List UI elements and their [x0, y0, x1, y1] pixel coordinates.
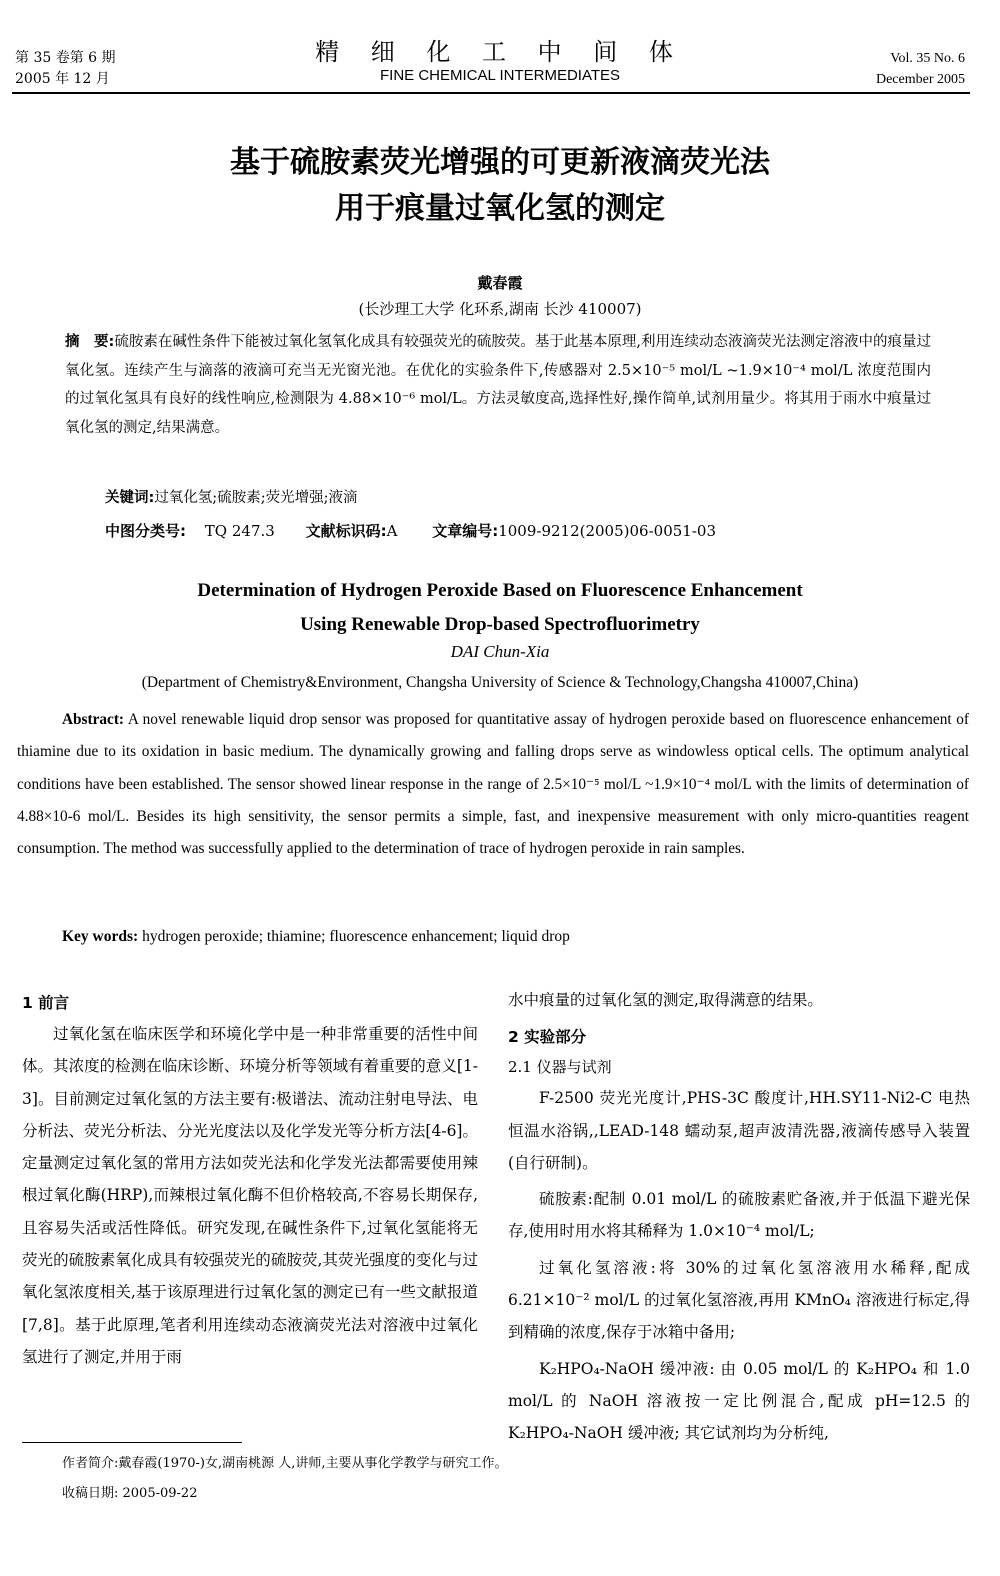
doc-code-label: 文献标识码:: [305, 522, 387, 540]
keywords-cn-text: 过氧化氢;硫胺素;荧光增强;液滴: [154, 490, 358, 506]
footnote-author-bio: 作者简介:戴春霞(1970-)女,湖南桃源 人,讲师,主要从事化学教学与研究工作。: [62, 1456, 508, 1471]
abstract-en: [17, 704, 969, 865]
keywords-en: [62, 928, 570, 946]
title-cn-line-2: 用于痕量过氧化氢的测定: [335, 191, 665, 226]
instruments-paragraph: F-2500 荧光光度计,PHS-3C 酸度计,HH.SY11-Ni2-C 电热恒温水浴锅,,LEAD-148 蠕动泵,超声波清洗器,液滴传感导入装置(自行研制)。: [508, 1089, 970, 1172]
hydrogen-peroxide-paragraph: 过氧化氢溶液:将 30%的过氧化氢溶液用水稀释,配成 6.21×10⁻² mol/L 的过氧化氢溶液,再用 KMnO₄ 溶液进行标定,得到精确的浓度,保存于冰箱中备用;: [508, 1258, 970, 1342]
header-date-en: December 2005: [875, 72, 965, 87]
paper-title-cn: [60, 140, 940, 232]
clc-value: TQ 247.3: [204, 522, 275, 540]
thiamine-paragraph: 硫胺素:配制 0.01 mol/L 的硫胺素贮备液,并于低温下避光保存,使用时用水将其稀释为 1.0×10⁻⁴ mol/L;: [508, 1190, 970, 1241]
abstract-cn: [65, 328, 931, 442]
title-en-line-1: Determination of Hydrogen Peroxide Based on Fluorescence Enhancement: [197, 580, 803, 601]
affiliation-cn: (长沙理工大学 化环系,湖南 长沙 410007): [358, 300, 642, 318]
classification-line: [105, 520, 716, 541]
article-no-label: 文章编号:: [432, 522, 499, 540]
doc-code-value: A: [386, 522, 398, 540]
journal-name-cn: 精 细 化 工 中 间 体: [315, 38, 685, 66]
section-2-heading: 2 实验部分: [508, 1028, 587, 1047]
header-divider: [12, 92, 970, 94]
keywords-cn: [105, 486, 357, 507]
header-issue-info-en: [876, 48, 965, 90]
journal-masthead: [300, 38, 700, 86]
body-right-column: [508, 984, 970, 1454]
header-volume-cn: 第 35 卷第 6 期: [15, 50, 116, 66]
footnote-received-date: 收稿日期: 2005-09-22: [62, 1486, 198, 1501]
header-date-cn: 2005 年 12 月: [15, 71, 110, 87]
keywords-en-text: hydrogen peroxide; thiamine; fluorescence enhancement; liquid drop: [142, 928, 570, 945]
body-left-column: [22, 988, 478, 1377]
title-en-line-2: Using Renewable Drop-based Spectrofluorimetry: [300, 614, 700, 635]
author-cn: 戴春霞: [477, 274, 523, 292]
header-volume-en: Vol. 35 No. 6: [890, 51, 965, 66]
buffer-paragraph: K₂HPO₄-NaOH 缓冲液: 由 0.05 mol/L 的 K₂HPO₄ 和 1.0 mol/L 的 NaOH 溶液按一定比例混合,配成 pH=12.5 的 K₂HPO₄-NaOH 缓冲液; 其它试剂均为分析纯,: [508, 1359, 970, 1443]
keywords-en-label: Key words:: [62, 928, 139, 945]
abstract-en-text: A novel renewable liquid drop sensor was proposed for quantitative assay of hydrogen peroxide based on fluorescence enhancement of thiamine due to its oxidation in basic medium. The dynamically growing and falling drops serve as windowless optical cells. The optimum analytical conditions have been established. The sensor showed linear response in the range of 2.5×10⁻⁵ mol/L ~1.9×10⁻⁴ mol/L with the limits of determination of 4.88×10-6 mol/L. Besides its high sensitivity, the sensor permits a simple, fast, and inexpensive measurement with only micro-quantities reagent consumption. The method was successfully applied to the determination of trace of hydrogen peroxide in rain samples.: [17, 711, 969, 858]
abstract-cn-text: 硫胺素在碱性条件下能被过氧化氢氧化成具有较强荧光的硫胺荧。基于此基本原理,利用连续动态液滴荧光法测定溶液中的痕量过氧化氢。连续产生与滴落的液滴可充当无光窗光池。在优化的实验条件下,传感器对 2.5×10⁻⁵ mol/L ~1.9×10⁻⁴ mol/L 浓度范围内的过氧化氢具有良好的线性响应,检测限为 4.88×10⁻⁶ mol/L。方法灵敏度高,选择性好,操作简单,试剂用量少。将其用于雨水中痕量过氧化氢的测定,结果满意。: [65, 334, 931, 436]
section-1-continuation: 水中痕量的过氧化氢的测定,取得满意的结果。: [508, 991, 823, 1009]
title-cn-line-1: 基于硫胺素荧光增强的可更新液滴荧光法: [230, 145, 770, 180]
abstract-cn-label: 摘 要:: [65, 334, 115, 350]
section-1-paragraph: 过氧化氢在临床医学和环境化学中是一种非常重要的活性中间体。其浓度的检测在临床诊断、环境分析等领域有着重要的意义[1-3]。目前测定过氧化氢的方法主要有:极谱法、流动注射电导法、电分析法、荧光分析法、分光光度法以及化学发光等分析方法[4-6]。定量测定过氧化氢的常用方法如荧光法和化学发光法都需要使用辣根过氧化酶(HRP),而辣根过氧化酶不但价格较高,不容易长期保存,且容易失活或活性降低。研究发现,在碱性条件下,过氧化氢能将无荧光的硫胺素氧化成具有较强荧光的硫胺荧,其荧光强度的变化与过氧化氢浓度相关,基于该原理进行过氧化氢的测定已有一些文献报道[7,8]。基于此原理,笔者利用连续动态液滴荧光法对溶液中过氧化氢进行了测定,并用于雨: [22, 1025, 478, 1366]
author-en: DAI Chun-Xia: [450, 642, 550, 661]
affiliation-en: (Department of Chemistry&Environment, Changsha University of Science & Technology,Changsha 410007,China): [141, 674, 859, 691]
section-1-heading: 1 前言: [22, 994, 70, 1012]
footnote-divider: [22, 1442, 242, 1443]
header-issue-info: [15, 48, 116, 90]
article-no-value: 1009-9212(2005)06-0051-03: [498, 522, 716, 540]
section-2-1-heading: 2.1 仪器与试剂: [508, 1058, 612, 1077]
keywords-cn-label: 关键词:: [105, 490, 155, 506]
abstract-en-label: Abstract:: [62, 711, 125, 728]
journal-name-en: FINE CHEMICAL INTERMEDIATES: [379, 67, 621, 84]
paper-title-en: [40, 574, 960, 642]
clc-label: 中图分类号:: [105, 522, 186, 540]
